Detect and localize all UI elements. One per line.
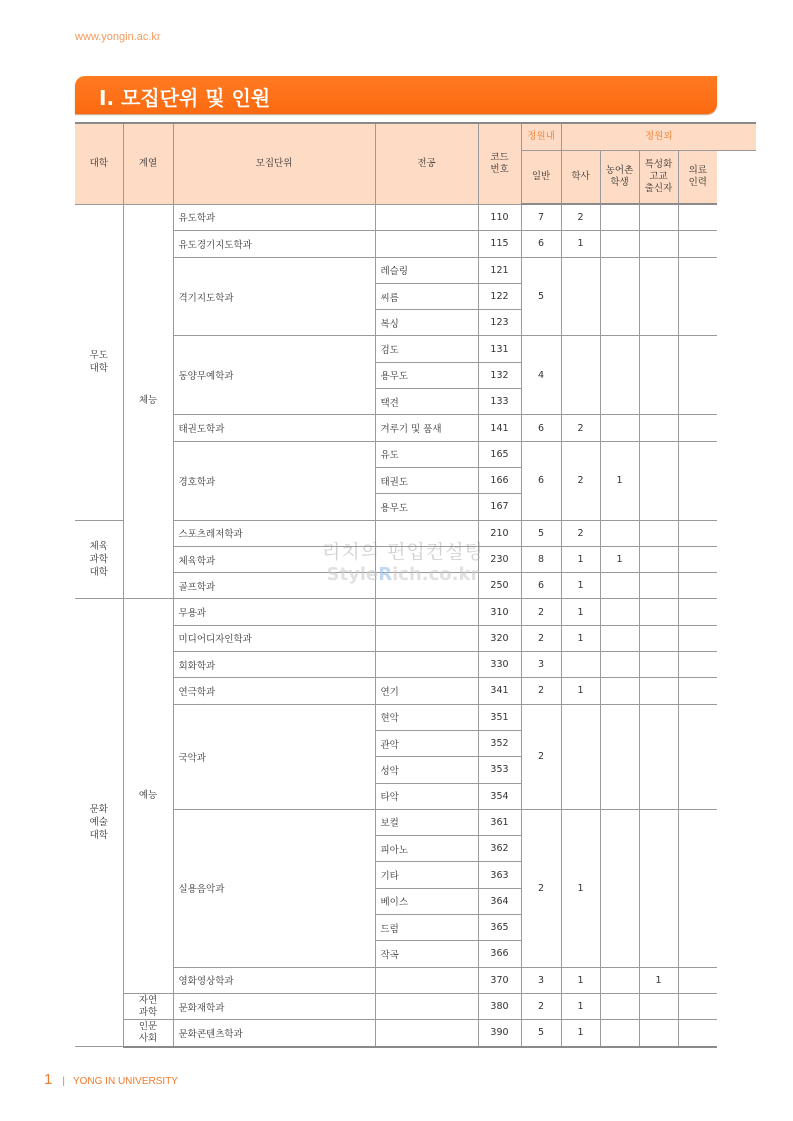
unit-name-cell: 스포츠레저학과: [173, 520, 375, 546]
medical-count-cell: [678, 809, 717, 967]
bachelor-count-cell: 1: [561, 231, 600, 257]
unit-name-cell: 유도경기지도학과: [173, 231, 375, 257]
medical-count-cell: [678, 625, 717, 651]
rural-count-cell: [600, 809, 639, 967]
bachelor-count-cell: 1: [561, 1020, 600, 1047]
major-cell: [375, 573, 478, 599]
general-count-cell: 3: [521, 967, 561, 993]
site-url[interactable]: www.yongin.ac.kr: [75, 31, 161, 43]
major-cell: 피아노: [375, 836, 478, 862]
special-count-cell: [639, 652, 678, 678]
major-cell: 택견: [375, 389, 478, 415]
medical-count-cell: [678, 993, 717, 1019]
unit-name-cell: 유도학과: [173, 204, 375, 231]
table-body: [75, 204, 756, 1047]
major-cell: 레슬링: [375, 257, 478, 283]
code-cell: 250: [478, 573, 521, 599]
table-row: [75, 652, 756, 678]
medical-count-cell: [678, 1020, 717, 1047]
major-cell: 보컬: [375, 809, 478, 835]
code-cell: 364: [478, 888, 521, 914]
special-count-cell: [639, 599, 678, 625]
rural-count-cell: [600, 204, 639, 231]
major-cell: 관악: [375, 730, 478, 756]
code-cell: 131: [478, 336, 521, 362]
rural-count-cell: [600, 678, 639, 704]
major-cell: 유도: [375, 441, 478, 467]
page-number: 1: [44, 1071, 53, 1088]
code-cell: 365: [478, 915, 521, 941]
code-cell: 110: [478, 204, 521, 231]
special-count-cell: [639, 415, 678, 441]
major-cell: [375, 599, 478, 625]
footer-divider: |: [62, 1076, 65, 1087]
bachelor-count-cell: 1: [561, 599, 600, 625]
rural-count-cell: [600, 704, 639, 809]
medical-count-cell: [678, 520, 717, 546]
code-cell: 310: [478, 599, 521, 625]
rural-count-cell: [600, 231, 639, 257]
rural-count-cell: [600, 1020, 639, 1047]
track-cell: 체능: [123, 204, 173, 599]
general-count-cell: 4: [521, 336, 561, 415]
medical-count-cell: [678, 967, 717, 993]
special-count-cell: [639, 204, 678, 231]
major-cell: [375, 204, 478, 231]
general-count-cell: 6: [521, 415, 561, 441]
medical-count-cell: [678, 415, 717, 441]
code-cell: 366: [478, 941, 521, 967]
code-cell: 166: [478, 467, 521, 493]
code-cell: 352: [478, 730, 521, 756]
major-cell: 용무도: [375, 494, 478, 520]
college-cell: 무도 대학: [75, 204, 123, 520]
special-count-cell: [639, 704, 678, 809]
unit-name-cell: 동양무예학과: [173, 336, 375, 415]
major-cell: 작곡: [375, 941, 478, 967]
header-code: 코드 번호: [478, 123, 521, 204]
code-cell: 363: [478, 862, 521, 888]
special-count-cell: [639, 546, 678, 572]
table-row: [75, 520, 756, 546]
medical-count-cell: [678, 652, 717, 678]
medical-count-cell: [678, 204, 717, 231]
unit-name-cell: 골프학과: [173, 573, 375, 599]
rural-count-cell: [600, 415, 639, 441]
unit-name-cell: 회화학과: [173, 652, 375, 678]
special-count-cell: [639, 441, 678, 520]
medical-count-cell: [678, 704, 717, 809]
major-cell: 성악: [375, 757, 478, 783]
major-cell: 현악: [375, 704, 478, 730]
header-inside-quota: 정원내: [521, 123, 561, 150]
special-count-cell: [639, 573, 678, 599]
unit-name-cell: 문화콘텐츠학과: [173, 1020, 375, 1047]
unit-name-cell: 미디어디자인학과: [173, 625, 375, 651]
college-cell: 문화 예술 대학: [75, 599, 123, 1047]
medical-count-cell: [678, 599, 717, 625]
major-cell: 겨루기 및 품새: [375, 415, 478, 441]
rural-count-cell: [600, 625, 639, 651]
code-cell: 351: [478, 704, 521, 730]
header-college: 대학: [75, 123, 123, 204]
major-cell: [375, 625, 478, 651]
code-cell: 123: [478, 310, 521, 336]
rural-count-cell: [600, 520, 639, 546]
table-row: [75, 809, 756, 835]
medical-count-cell: [678, 678, 717, 704]
table-row: [75, 336, 756, 362]
general-count-cell: 2: [521, 809, 561, 967]
section-title: Ⅰ. 모집단위 및 인원: [99, 86, 271, 110]
major-cell: [375, 993, 478, 1019]
watermark-korean: 리치의 편입컨설팅: [322, 541, 484, 563]
unit-name-cell: 체육학과: [173, 546, 375, 572]
major-cell: [375, 652, 478, 678]
table-row: [75, 704, 756, 730]
admission-table: [75, 122, 756, 1048]
unit-name-cell: 경호학과: [173, 441, 375, 520]
track-cell: 인문 사회: [123, 1020, 173, 1047]
medical-count-cell: [678, 546, 717, 572]
code-cell: 380: [478, 993, 521, 1019]
special-count-cell: [639, 520, 678, 546]
general-count-cell: 6: [521, 231, 561, 257]
major-cell: 검도: [375, 336, 478, 362]
watermark-site-part: Style: [326, 564, 379, 585]
table-row: [75, 993, 756, 1019]
code-cell: 370: [478, 967, 521, 993]
header-medical: 의료 인력: [678, 150, 717, 204]
table-row: [75, 967, 756, 993]
header-bachelor: 학사: [561, 150, 600, 204]
table-row: [75, 231, 756, 257]
header-track: 계열: [123, 123, 173, 204]
special-count-cell: [639, 257, 678, 336]
bachelor-count-cell: [561, 257, 600, 336]
major-cell: [375, 520, 478, 546]
medical-count-cell: [678, 573, 717, 599]
unit-name-cell: 국악과: [173, 704, 375, 809]
rural-count-cell: [600, 599, 639, 625]
header-rural: 농어촌 학생: [600, 150, 639, 204]
major-cell: 용무도: [375, 362, 478, 388]
special-count-cell: [639, 993, 678, 1019]
major-cell: [375, 231, 478, 257]
general-count-cell: 8: [521, 546, 561, 572]
bachelor-count-cell: 2: [561, 441, 600, 520]
table-row: [75, 204, 756, 231]
general-count-cell: 7: [521, 204, 561, 231]
major-cell: 씨름: [375, 283, 478, 309]
code-cell: 354: [478, 783, 521, 809]
general-count-cell: 5: [521, 1020, 561, 1047]
college-cell: 체육 과학 대학: [75, 520, 123, 599]
general-count-cell: 2: [521, 704, 561, 809]
general-count-cell: 2: [521, 599, 561, 625]
medical-count-cell: [678, 231, 717, 257]
rural-count-cell: 1: [600, 546, 639, 572]
unit-name-cell: 실용음악과: [173, 809, 375, 967]
code-cell: 165: [478, 441, 521, 467]
watermark-site-part: R: [378, 564, 393, 585]
code-cell: 115: [478, 231, 521, 257]
bachelor-count-cell: 2: [561, 204, 600, 231]
major-cell: 연기: [375, 678, 478, 704]
header-general: 일반: [521, 150, 561, 204]
watermark-site-part: ich.co.kr: [392, 564, 480, 585]
major-cell: 베이스: [375, 888, 478, 914]
rural-count-cell: [600, 652, 639, 678]
bachelor-count-cell: [561, 336, 600, 415]
major-cell: 드럼: [375, 915, 478, 941]
rural-count-cell: [600, 993, 639, 1019]
major-cell: [375, 1020, 478, 1047]
bachelor-count-cell: 1: [561, 967, 600, 993]
code-cell: 230: [478, 546, 521, 572]
general-count-cell: 2: [521, 678, 561, 704]
unit-name-cell: 연극학과: [173, 678, 375, 704]
general-count-cell: 3: [521, 652, 561, 678]
footer-university: YONG IN UNIVERSITY: [72, 1076, 178, 1087]
medical-count-cell: [678, 441, 717, 520]
general-count-cell: 6: [521, 441, 561, 520]
table-row: [75, 599, 756, 625]
general-count-cell: 6: [521, 573, 561, 599]
unit-name-cell: 태권도학과: [173, 415, 375, 441]
special-count-cell: [639, 625, 678, 651]
major-cell: [375, 546, 478, 572]
special-count-cell: 1: [639, 967, 678, 993]
bachelor-count-cell: 1: [561, 993, 600, 1019]
code-cell: 341: [478, 678, 521, 704]
general-count-cell: 2: [521, 993, 561, 1019]
code-cell: 362: [478, 836, 521, 862]
header-major: 전공: [375, 123, 478, 204]
table-row: [75, 415, 756, 441]
rural-count-cell: [600, 336, 639, 415]
bachelor-count-cell: 1: [561, 625, 600, 651]
medical-count-cell: [678, 257, 717, 336]
major-cell: 복싱: [375, 310, 478, 336]
special-count-cell: [639, 678, 678, 704]
bachelor-count-cell: [561, 652, 600, 678]
rural-count-cell: [600, 257, 639, 336]
table-row: [75, 573, 756, 599]
bachelor-count-cell: 2: [561, 520, 600, 546]
table-row: [75, 441, 756, 467]
rural-count-cell: 1: [600, 441, 639, 520]
code-cell: 133: [478, 389, 521, 415]
code-cell: 330: [478, 652, 521, 678]
code-cell: 132: [478, 362, 521, 388]
header-unit: 모집단위: [173, 123, 375, 204]
unit-name-cell: 무용과: [173, 599, 375, 625]
rural-count-cell: [600, 573, 639, 599]
table-row: [75, 678, 756, 704]
code-cell: 320: [478, 625, 521, 651]
special-count-cell: [639, 336, 678, 415]
special-count-cell: [639, 1020, 678, 1047]
table-row: [75, 546, 756, 572]
header-outside-quota: 정원외: [561, 123, 756, 150]
unit-name-cell: 영화영상학과: [173, 967, 375, 993]
major-cell: 태권도: [375, 467, 478, 493]
code-cell: 122: [478, 283, 521, 309]
footer: [44, 1071, 178, 1088]
general-count-cell: 5: [521, 257, 561, 336]
special-count-cell: [639, 809, 678, 967]
bachelor-count-cell: 1: [561, 809, 600, 967]
medical-count-cell: [678, 336, 717, 415]
special-count-cell: [639, 231, 678, 257]
bachelor-count-cell: 2: [561, 415, 600, 441]
code-cell: 210: [478, 520, 521, 546]
code-cell: 167: [478, 494, 521, 520]
unit-name-cell: 격기지도학과: [173, 257, 375, 336]
code-cell: 141: [478, 415, 521, 441]
table-row: [75, 1020, 756, 1047]
section-banner: [75, 76, 717, 114]
major-cell: [375, 967, 478, 993]
track-cell: 예능: [123, 599, 173, 993]
general-count-cell: 2: [521, 625, 561, 651]
general-count-cell: 5: [521, 520, 561, 546]
code-cell: 390: [478, 1020, 521, 1047]
track-cell: 자연 과학: [123, 993, 173, 1019]
rural-count-cell: [600, 967, 639, 993]
bachelor-count-cell: 1: [561, 546, 600, 572]
header-special: 특성화 고교 출신자: [639, 150, 678, 204]
code-cell: 121: [478, 257, 521, 283]
bachelor-count-cell: 1: [561, 573, 600, 599]
table-row: [75, 625, 756, 651]
major-cell: 타악: [375, 783, 478, 809]
unit-name-cell: 문화재학과: [173, 993, 375, 1019]
bachelor-count-cell: [561, 704, 600, 809]
code-cell: 361: [478, 809, 521, 835]
major-cell: 기타: [375, 862, 478, 888]
bachelor-count-cell: 1: [561, 678, 600, 704]
table-row: [75, 257, 756, 283]
code-cell: 353: [478, 757, 521, 783]
